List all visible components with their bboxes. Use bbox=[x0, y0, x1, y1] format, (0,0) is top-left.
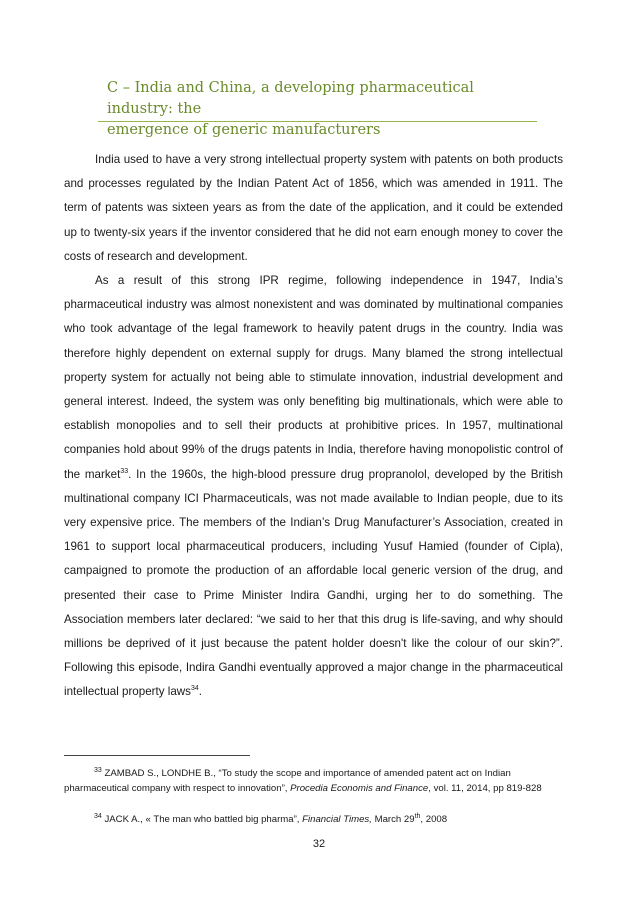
footnote-tail: , 2008 bbox=[420, 814, 448, 825]
paragraph-2 bbox=[64, 269, 563, 705]
section-heading bbox=[107, 78, 537, 141]
footnote-ref-34[interactable]: 34 bbox=[190, 685, 199, 693]
footnote-separator bbox=[64, 755, 250, 756]
paragraph-2-part-b: . In the 1960s, the high-blood pressure drug propranolol, developed by the British multinational company ICI Pharmaceuticals, was not made available to Indian people, due to its very expensive price. The members of the Indian’s Drug Manufacturer’s Association, created in 1961 to support local pharmaceutical producers, including Yusuf Hamied (founder of Cipla), campaigned to promote the production of an affordable local generic version of the drug, and presented their case to Prime Minister Indira Gandhi, urging her to do something. The Association members later declared: “we said to her that this drug is life-saving, and why should millions be deprived of it just because the patent holder doesn't like the colour of our skin?”. Following this episode, Indira Gandhi eventually approved a major change in the pharmaceutical intellectual property laws bbox=[64, 467, 564, 699]
heading-line-1: C – India and China, a developing pharmaceutical industry: the bbox=[107, 80, 474, 117]
footnote-text: JACK A., « The man who battled big pharma”, bbox=[101, 814, 303, 825]
footnote-text: ZAMBAD S., LONDHE B., “To study the scope and importance of amended patent act on Indian pharmaceutical company with respect to innovation”, bbox=[64, 768, 511, 794]
footnote-number: 34 bbox=[94, 812, 102, 820]
paragraph-1: India used to have a very strong intellectual property system with patents on both products and processes regulated by the Indian Patent Act of 1856, which was amended in 1911. The term of patents was sixteen years as from the date of the application, and it could be extended up to twenty-six years if the inventor considered that he did not earn enough money to cover the costs of research and development. bbox=[64, 153, 563, 263]
footnote-date: March 29 bbox=[371, 814, 415, 825]
footnote-number: 33 bbox=[94, 766, 102, 774]
footnote-34 bbox=[64, 812, 564, 827]
page-number: 32 bbox=[312, 838, 326, 850]
heading-line-2: emergence of generic manufacturers bbox=[107, 122, 381, 138]
paragraph-2-part-a: As a result of this strong IPR regime, following independence in 1947, India’s pharmaceutical industry was almost nonexistent and was dominated by multinational companies who took advantage of the legal framework to heavily patent drugs in the country. India was therefore highly dependent on external supply for drugs. Many blamed the strong intellectual property system for actually not being able to stimulate innovation, industrial development and general interest. Indeed, the system was only benefiting big multinationals, which were able to establish monopolies and to sell their products at prohibitive prices. In 1957, multinational companies hold about 99% of the drugs patents in India, therefore having monopolistic control of the market bbox=[64, 274, 563, 481]
footnote-33 bbox=[64, 766, 564, 796]
footnote-journal: Financial Times, bbox=[302, 814, 372, 825]
footnote-ref-33[interactable]: 33 bbox=[120, 467, 129, 475]
heading-underline bbox=[98, 121, 537, 122]
paragraph-2-part-c: . bbox=[198, 685, 202, 699]
footnote-tail: , vol. 11, 2014, pp 819-828 bbox=[428, 783, 542, 794]
footnote-journal: Procedia Economis and Finance bbox=[290, 783, 429, 794]
footnote-date-suffix: th bbox=[414, 812, 421, 820]
